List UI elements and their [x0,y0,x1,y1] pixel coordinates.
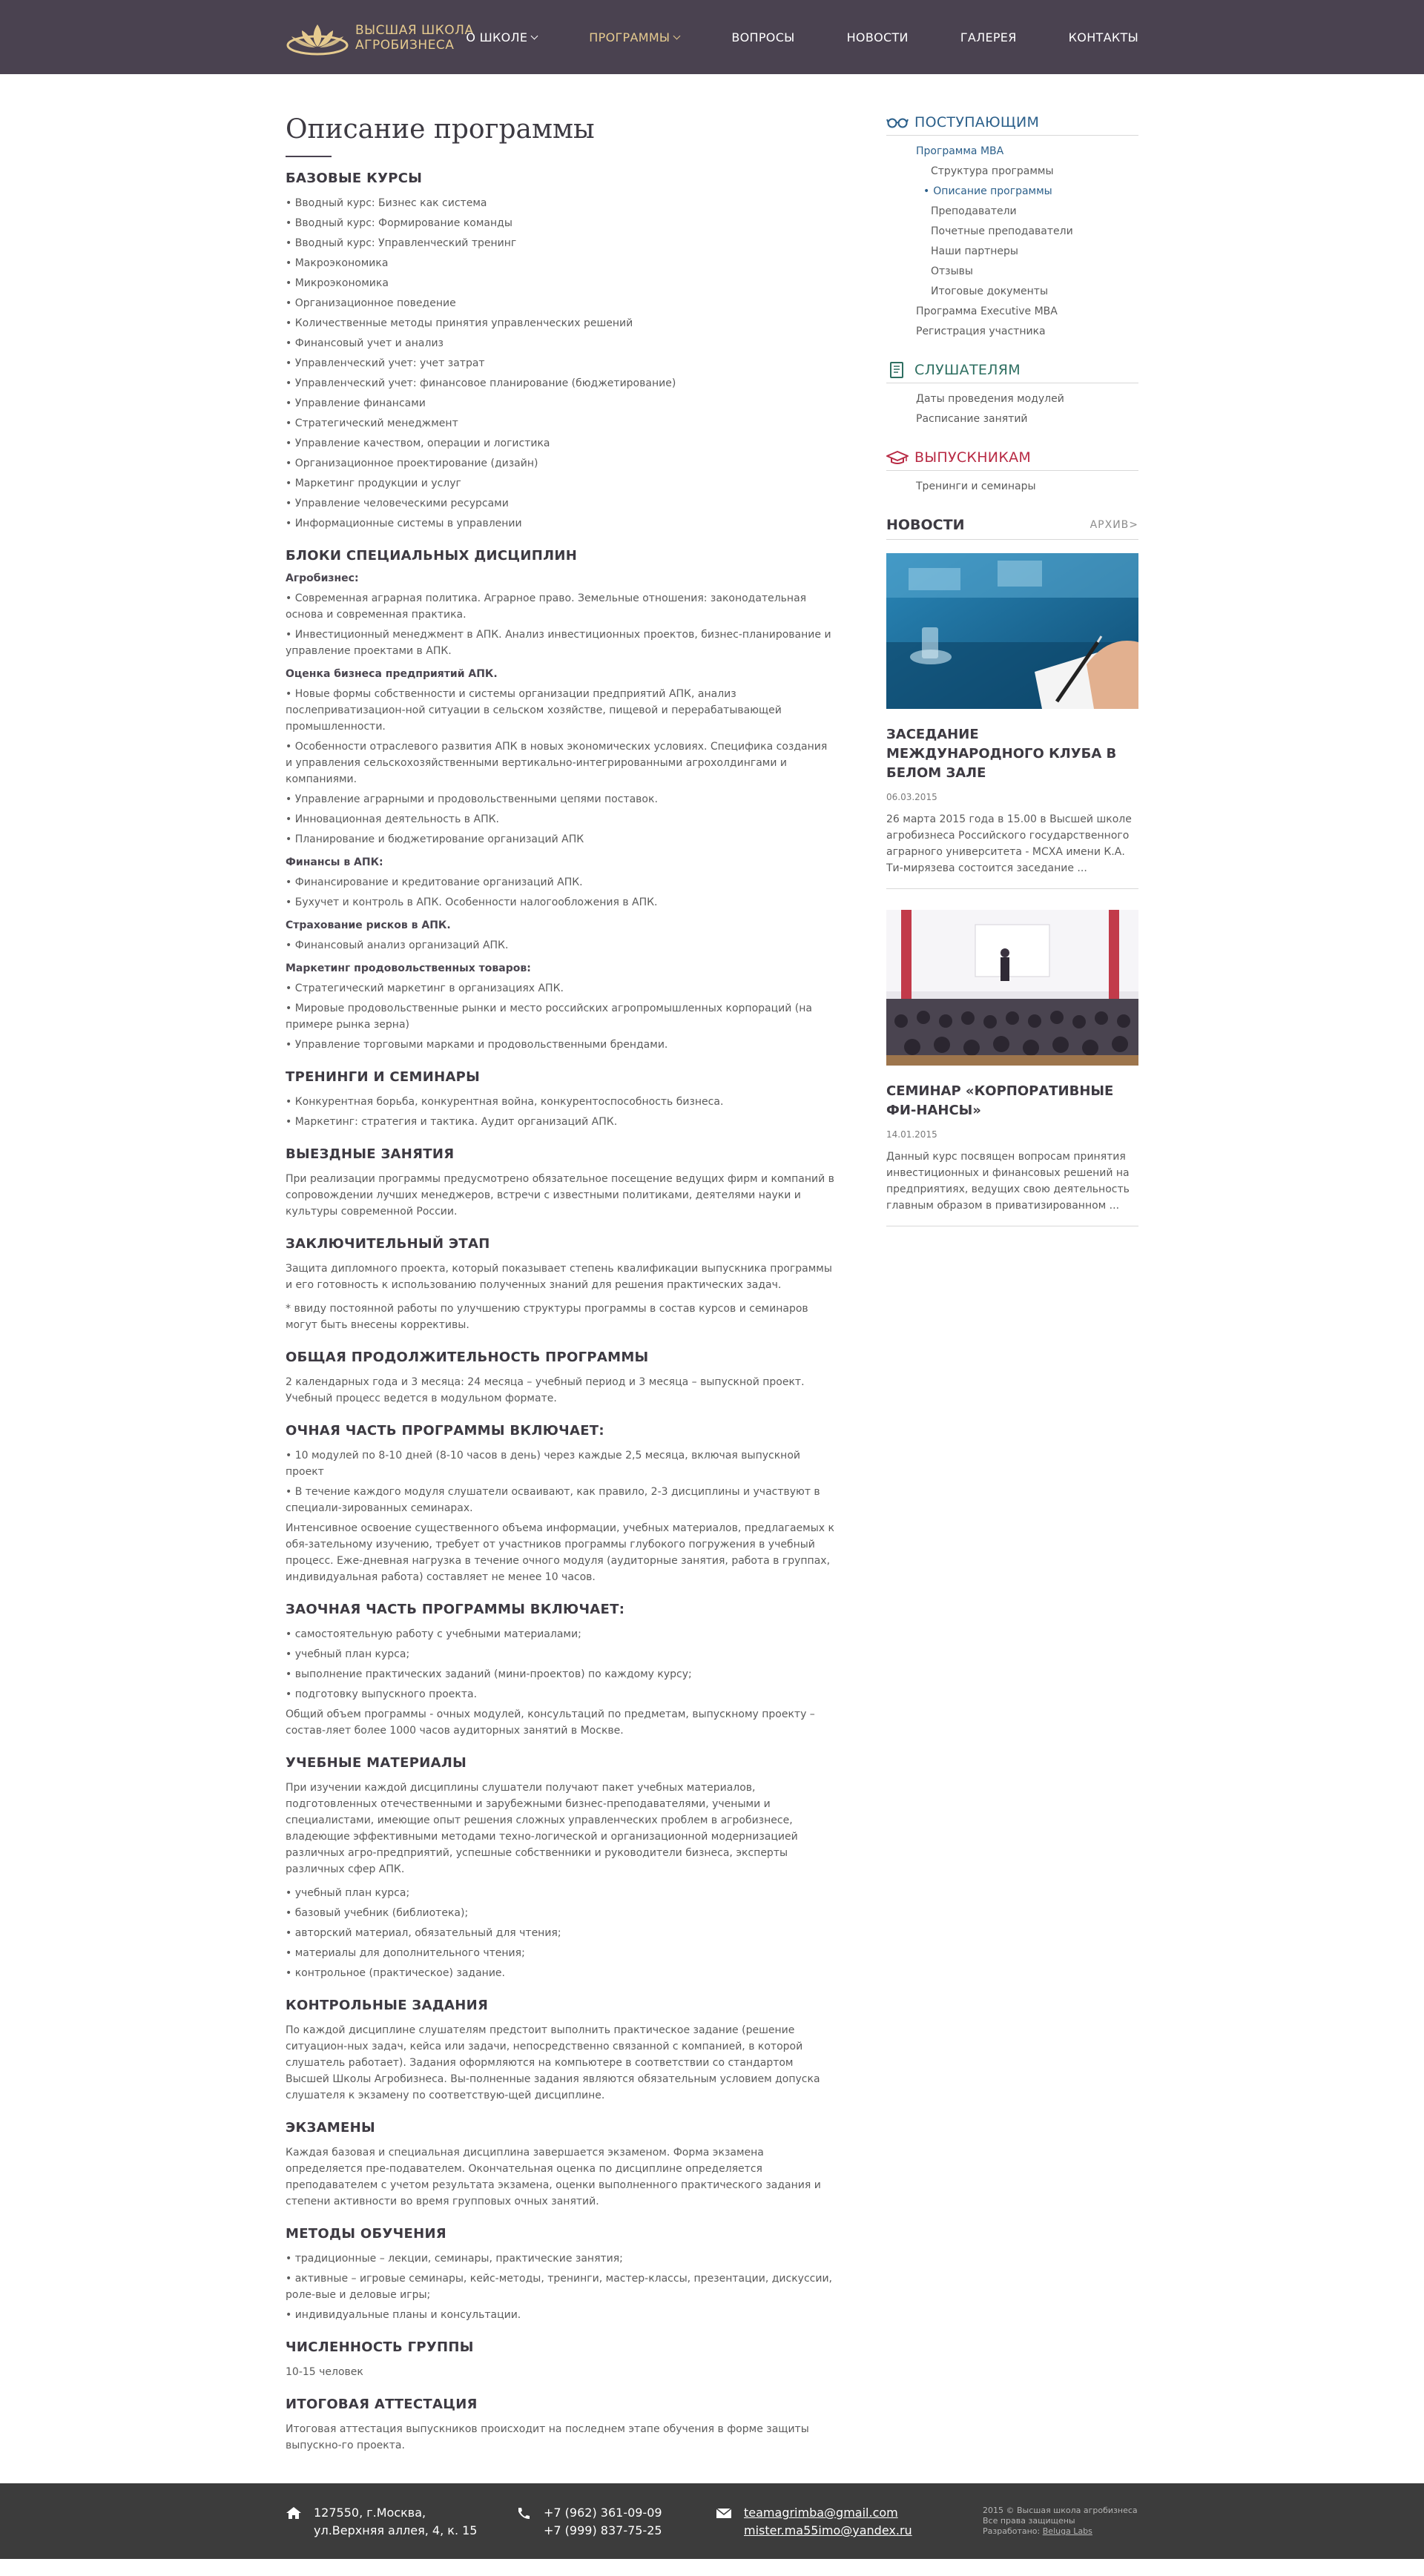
news-item-title[interactable]: СЕМИНАР «КОРПОРАТИВНЫЕ ФИ-НАНСЫ» [886,1083,1114,1118]
sidebar-link-schedule[interactable]: Расписание занятий [916,413,1028,425]
list-item: • Конкурентная борьба, конкурентная война, конкурентоспособность бизнеса. [286,1096,724,1108]
list-item: • Управленческий учет: финансовое планирование (бюджетирование) [286,377,676,389]
news-header [886,517,1138,540]
footer-email-2[interactable]: mister.ma55imo@yandex.ru [744,2523,912,2537]
section-title-special-blocks: БЛОКИ СПЕЦИАЛЬНЫХ ДИСЦИПЛИН [286,548,578,564]
list-item: • самостоятельную работу с учебными материалами; [286,1628,581,1640]
sidebar-link-teachers[interactable]: Преподаватели [931,205,1017,217]
nav-item-about[interactable] [466,30,537,44]
nav-label: ГАЛЕРЕЯ [960,30,1017,44]
list-item: • Современная аграрная политика. Аграрное право. Земельные отношения: законодательная основа и современная практика. [286,592,807,621]
subsection-title: Финансы в АПК: [286,856,383,868]
sidebar-link-structure[interactable]: Структура программы [931,165,1054,177]
list-item: • Информационные системы в управлении [286,518,522,529]
sidebar-link-honorary-teachers[interactable]: Почетные преподаватели [931,225,1073,237]
nav-label: ПРОГРАММЫ [589,30,670,44]
news-item-text: Данный курс посвящен вопросам принятия инвестиционных и финансовых решений на предприятиях, ведущих свою деятельность главным образом в приватизированном ... [886,1151,1130,1212]
footer-email-1[interactable]: teamagrimba@gmail.com [744,2506,898,2520]
footer-address-line-2: ул.Верхняя аллея, 4, к. 15 [314,2523,478,2537]
section-title-materials: УЧЕБНЫЕ МАТЕРИАЛЫ [286,1755,467,1771]
footer-phone-2[interactable]: +7 (999) 837-75-25 [544,2523,662,2537]
nav-item-programs[interactable] [589,30,679,44]
sidebar-students-header [886,362,1138,383]
section-title-fulltime: ОЧНАЯ ЧАСТЬ ПРОГРАММЫ ВКЛЮЧАЕТ: [286,1423,604,1439]
section-title-assignments: КОНТРОЛЬНЫЕ ЗАДАНИЯ [286,1998,489,2013]
news-archive-link[interactable] [1090,519,1138,531]
logo-line-1: ВЫСШАЯ ШКОЛА [355,23,474,38]
paragraph: По каждой дисциплине слушателям предстоит выполнить практическое задание (решение ситуацион-ных задач, кейса или задачи, непосредственно связанной с компанией, в которой слушатель работает). Задания оформляются на компьютере в соответствии со стандартом Высшей Школы Агробизнеса. Вы-полненные задания являются обязательным условием допуска слушателя к экзамену по соответствую-щей дисциплине. [286,2024,820,2101]
envelope-icon [716,2506,732,2520]
main-nav [414,0,1138,74]
list-item: • Вводный курс: Формирование команды [286,217,512,229]
section-title-final-stage: ЗАКЛЮЧИТЕЛЬНЫЙ ЭТАП [286,1236,490,1252]
copyright-line-2: Все права защищены [983,2516,1075,2526]
developer-credit [983,2526,1138,2537]
list-item: • Макроэкономика [286,257,389,269]
paragraph: Каждая базовая и специальная дисциплина завершается экзаменом. Форма экзамена определяется пре-подавателем. Окончательная оценка по дисциплине определяется преподавателем с учетом результата экзамена, оценки выполненного практического задания и степени активности во время групповых очных занятий. [286,2147,821,2207]
developed-label: Разработано: [983,2526,1041,2536]
nav-item-news[interactable] [847,30,909,44]
list-item: • материалы для дополнительного чтения; [286,1947,525,1959]
title-underline [286,156,332,157]
footer-copyright [983,2506,1138,2537]
list-item: • учебный план курса; [286,1648,410,1660]
section-title-methods: МЕТОДЫ ОБУЧЕНИЯ [286,2226,446,2242]
list-item: • Финансирование и кредитование организаций АПК. [286,876,583,888]
sidebar-students-title: СЛУШАТЕЛЯМ [914,362,1021,378]
sidebar-students [886,362,1138,427]
sidebar-link-mba[interactable]: Программа MBA [916,145,1004,157]
subsection-title: Страхование рисков в АПК. [286,919,451,931]
nav-item-gallery[interactable] [960,30,1017,44]
footer-phone-1[interactable]: +7 (962) 361-09-09 [544,2506,662,2520]
paragraph: Итоговая аттестация выпускников происходит на последнем этапе обучения в форме защиты выпускно-го проекта. [286,2423,809,2451]
book-icon [886,362,909,378]
list-item: • Маркетинг продукции и услуг [286,478,461,489]
sidebar-applicants-title: ПОСТУПАЮЩИМ [914,114,1040,131]
list-item: • Особенности отраслевого развития АПК в новых экономических условиях. Специфика создания и управления сельскохозяйственными вертикально-интегрированными агрохолдингами и компаниями. [286,741,828,785]
paragraph: 10-15 человек [286,2366,363,2378]
footnote: * ввиду постоянной работы по улучшению структуры программы в состав курсов и семинаров могут быть внесены коррективы. [286,1303,808,1331]
copyright-line-1: 2015 © Высшая школа агробизнеса [983,2506,1138,2515]
paragraph: Интенсивное освоение существенного объема информации, учебных материалов, предлагаемых к обя-зательному изучению, требует от участников программы глубокого погружения в учебный процесс. Еже-дневная нагрузка в течение очного модуля (аудиторные занятия, работа в группах, индивидуальная работа) составляет не менее 10 часов. [286,1522,834,1583]
list-item: • Количественные методы принятия управленческих решений [286,317,633,329]
sidebar [886,111,1138,1247]
list-item: • Новые формы собственности и системы организации предприятий АПК, анализ послеприватизацион-ной ситуации в сельском хозяйстве, пищевой и перерабатывающей промышленности. [286,688,782,733]
sidebar-link-trainings[interactable]: Тренинги и семинары [916,480,1036,492]
nav-label: ВОПРОСЫ [731,30,795,44]
section-title-trainings: ТРЕНИНГИ И СЕМИНАРЫ [286,1069,481,1085]
list-item: • Управление финансами [286,397,426,409]
footer-address [286,2504,477,2540]
page-title: Описание программы [286,114,595,145]
list-item: • индивидуальные планы и консультации. [286,2309,521,2321]
list-item: • Организационное проектирование (дизайн) [286,458,538,469]
sidebar-link-reviews[interactable]: Отзывы [931,265,973,277]
developer-link[interactable]: Beluga Labs [1042,2526,1092,2536]
archive-label: АРХИВ [1090,519,1130,531]
main-content [286,111,834,2461]
news-image-meeting[interactable] [886,553,1138,709]
list-item: • подготовку выпускного проекта. [286,1688,478,1700]
section-title-exams: ЭКЗАМЕНЫ [286,2120,375,2136]
list-item: • Маркетинг: стратегия и тактика. Аудит организаций АПК. [286,1116,618,1128]
list-item: • Бухучет и контроль в АПК. Особенности налогообложения в АПК. [286,896,658,908]
home-icon [286,2506,302,2520]
section-title-duration: ОБЩАЯ ПРОДОЛЖИТЕЛЬНОСТЬ ПРОГРАММЫ [286,1350,649,1365]
section-title-attestation: ИТОГОВАЯ АТТЕСТАЦИЯ [286,2397,478,2412]
paragraph: При реализации программы предусмотрено обязательное посещение ведущих фирм и компаний в сопровождении лучших менеджеров, встречи с известными политиками, деятелями науки и культуры современной России. [286,1173,834,1218]
nav-label: НОВОСТИ [846,30,909,44]
section-title-base-courses: БАЗОВЫЕ КУРСЫ [286,171,423,186]
list-item: • Управление человеческими ресурсами [286,498,509,509]
chevron-down-icon [673,32,681,39]
chevron-right-icon: > [1129,519,1138,531]
news-item[interactable] [886,553,1138,889]
list-item: • Микроэкономика [286,277,389,289]
list-item: • Вводный курс: Бизнес как система [286,197,487,209]
footer-address-line-1: 127550, г.Москва, [314,2506,426,2520]
list-item: • Мировые продовольственные рынки и место российских агропромышленных корпораций (на примере рынка зерна) [286,1003,812,1031]
list-item: • базовый учебник (библиотека); [286,1907,469,1919]
sidebar-applicants-header [886,114,1138,136]
sidebar-link-module-dates[interactable]: Даты проведения модулей [916,393,1064,405]
subsection-title: Агробизнес: [286,572,359,584]
list-item: • Управление аграрными и продовольственными цепями поставок. [286,793,658,805]
paragraph: Защита дипломного проекта, который показывает степень квалификации выпускника программы и его готовность к использованию полученных знаний для решения практических задач. [286,1263,832,1291]
list-item: • активные – игровые семинары, кейс-методы, тренинги, мастер-классы, презентации, дискуссии, роле-вые и деловые игры; [286,2273,833,2301]
nav-item-contacts[interactable] [1069,30,1138,44]
news-item[interactable] [886,910,1138,1226]
news-image-seminar[interactable] [886,910,1138,1066]
graduation-cap-icon [886,449,909,466]
sidebar-link-description[interactable]: • Описание программы [886,183,1138,199]
sidebar-graduates-header [886,449,1138,471]
list-item: • Инвестиционный менеджмент в АПК. Анализ инвестиционных проектов, бизнес-планирование и управление проектами в АПК. [286,629,831,657]
list-item: • Инновационная деятельность в АПК. [286,813,499,825]
nav-item-questions[interactable] [731,30,794,44]
sidebar-link-partners[interactable]: Наши партнеры [931,245,1018,257]
lotus-logo-icon [286,20,349,56]
sidebar-link-executive-mba[interactable]: Программа Executive MBA [916,306,1058,317]
section-title-parttime: ЗАОЧНАЯ ЧАСТЬ ПРОГРАММЫ ВКЛЮЧАЕТ: [286,1602,625,1617]
subsection-title: Маркетинг продовольственных товаров: [286,962,531,974]
list-item: • учебный план курса; [286,1887,410,1899]
section-title-group-size: ЧИСЛЕННОСТЬ ГРУППЫ [286,2339,474,2355]
news-item-text: 26 марта 2015 года в 15.00 в Высшей школе агробизнеса Российского государственного аграрного университета - МСХА имени К.А. Ти-мирязева состоится заседание ... [886,813,1132,874]
list-item: • В течение каждого модуля слушатели осваивают, как правило, 2-3 дисциплины и участвуют в специали-зированных семинарах. [286,1486,820,1514]
paragraph: Общий объем программы - очных модулей, консультаций по предметам, выпускному проекту – состав-ляет более 1000 часов аудиторных занятий в Москве. [286,1708,815,1737]
list-item: • традиционные – лекции, семинары, практические занятия; [286,2253,623,2265]
phone-icon [515,2506,532,2520]
list-item: • выполнение практических заданий (мини-проектов) по каждому курсу; [286,1668,692,1680]
logo-line-2: АГРОБИЗНЕСА [355,38,455,53]
list-item: • Планирование и бюджетирование организаций АПК [286,833,584,845]
list-item: • Управленческий учет: учет затрат [286,357,485,369]
list-item: • Управление торговыми марками и продовольственными брендами. [286,1039,668,1051]
site-header [0,0,1424,74]
list-item: • Организационное поведение [286,297,456,309]
news-title: НОВОСТИ [886,517,965,533]
paragraph: 2 календарных года и 3 месяца: 24 месяца – учебный период и 3 месяца – выпускной проект. Учебный процесс ведется в модульном формате. [286,1376,805,1404]
list-item: • контрольное (практическое) задание. [286,1967,505,1979]
news-item-date: 14.01.2015 [886,1129,937,1140]
sidebar-applicants [886,114,1138,340]
list-item: • 10 модулей по 8-10 дней (8-10 часов в день) через каждые 2,5 месяца, включая выпускной проект [286,1450,800,1478]
list-item: • Финансовый учет и анализ [286,337,444,349]
list-item: • авторский материал, обязательный для чтения; [286,1927,561,1939]
subsection-title: Оценка бизнеса предприятий АПК. [286,668,498,680]
paragraph: При изучении каждой дисциплины слушатели получают пакет учебных материалов, подготовленных отечественными и зарубежными бизнес-преподавателями, учеными и специалистами, имеющие опыт решения сложных управленческих проблем в агробизнесе, владеющие эффективными методами техно-логической и организационной модернизацией различных агро-предприятий, успешные собственники и руководители бизнеса, эксперты различных сфер АПК. [286,1782,798,1875]
site-footer [0,2483,1424,2559]
list-item: • Управление качеством, операции и логистика [286,437,550,449]
glasses-icon [886,114,909,131]
news-item-title[interactable]: ЗАСЕДАНИЕ МЕЖДУНАРОДНОГО КЛУБА В БЕЛОМ ЗАЛЕ [886,727,1117,781]
base-courses-list [286,195,834,532]
list-item: • Вводный курс: Управленческий тренинг [286,237,517,249]
chevron-down-icon [531,32,538,39]
sidebar-link-registration[interactable]: Регистрация участника [916,326,1046,337]
news-item-date: 06.03.2015 [886,792,937,802]
sidebar-graduates-title: ВЫПУСКНИКАМ [914,449,1032,466]
sidebar-graduates [886,449,1138,495]
nav-label: О ШКОЛЕ [466,30,528,44]
nav-label: КОНТАКТЫ [1068,30,1138,44]
section-title-field-classes: ВЫЕЗДНЫЕ ЗАНЯТИЯ [286,1146,455,1162]
sidebar-link-final-documents[interactable]: Итоговые документы [931,285,1049,297]
list-item: • Стратегический менеджмент [286,417,458,429]
list-item: • Финансовый анализ организаций АПК. [286,939,509,951]
footer-emails [716,2504,912,2540]
footer-phones [515,2504,662,2540]
list-item: • Стратегический маркетинг в организациях АПК. [286,982,564,994]
